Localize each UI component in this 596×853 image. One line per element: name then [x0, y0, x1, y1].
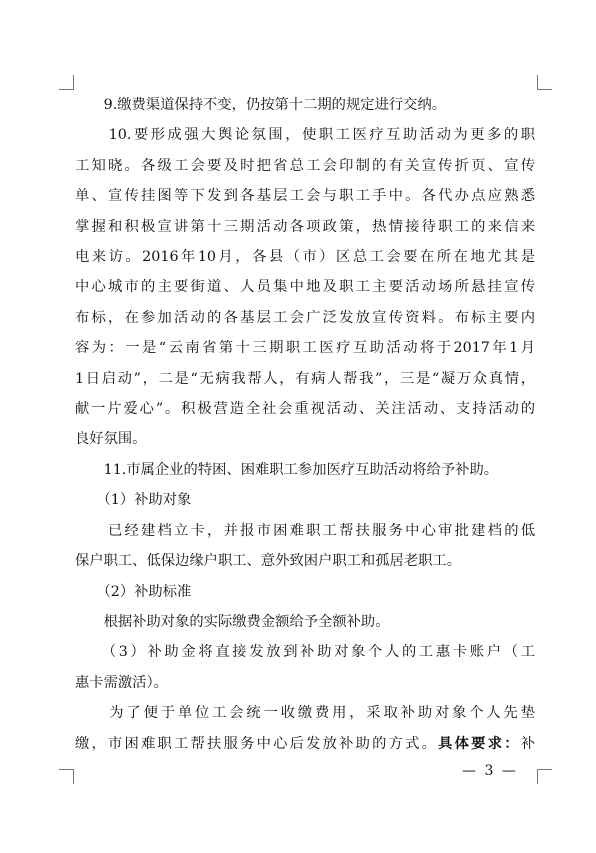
text-line: 惠卡需激活）。 [75, 674, 168, 691]
text-line: 良好氛围。 [75, 431, 147, 448]
text-line: （2）补助标准 [75, 583, 192, 600]
text-line: 容为：一是“云南省第十三期职工医疗互助活动将于2017年1月 [75, 340, 535, 357]
text-line: 根据补助对象的实际缴费金额给予全额补助。 [75, 613, 390, 630]
text-line: （3）补助金将直接发放到补助对象个人的工惠卡账户（工 [75, 644, 535, 661]
page-number: — 3 — [462, 763, 518, 779]
text-line: 10.要形成强大舆论氛围，使职工医疗互助活动为更多的职 [75, 127, 535, 144]
text-line: 献一片爱心”。积极营造全社会重视活动、关注活动、支持活动的 [75, 401, 535, 418]
text-line: （1）补助对象 [75, 492, 192, 509]
text-line: 9.缴费渠道保持不变，仍按第十二期的规定进行交纳。 [75, 97, 447, 113]
text-line: 布标，在参加活动的各基层工会广泛发放宣传资料。布标主要内 [75, 309, 535, 326]
text-line: 11.市属企业的特困、困难职工参加医疗互助活动将给予补助。 [75, 461, 499, 478]
text-line-start: 缴，市困难职工帮扶服务中心后发放补助的方式。 [75, 735, 439, 752]
text-line: 1日启动”，二是“无病我帮人，有病人帮我”，三是“凝万众真情， [75, 370, 535, 387]
crop-mark-bottom-right [537, 769, 552, 784]
text-line: 工知晓。各级工会要及时把省总工会印制的有关宣传折页、宣传 [75, 157, 535, 174]
crop-mark-top-right [537, 75, 552, 90]
crop-mark-bottom-left [59, 769, 74, 784]
document-body [75, 90, 535, 759]
text-line: 单、宣传挂图等下发到各基层工会与职工手中。各代办点应熟悉 [75, 188, 535, 205]
text-line: 掌握和积极宣讲第十三期活动各项政策，热情接待职工的来信来 [75, 218, 535, 235]
text-line: 已经建档立卡，并报市困难职工帮扶服务中心审批建档的低 [75, 522, 535, 539]
text-line: 中心城市的主要街道、人员集中地及职工主要活动场所悬挂宣传 [75, 279, 535, 296]
text-line: 为了便于单位工会统一收缴费用，采取补助对象个人先垫 [75, 705, 535, 722]
bold-heading: 具体要求： [438, 735, 521, 752]
crop-mark-top-left [59, 75, 74, 90]
text-line-tail: 补 [520, 735, 536, 752]
text-line: 电来访。2016年10月，各县（市）区总工会要在所在地尤其是 [75, 249, 535, 266]
text-line: 保户职工、低保边缘户职工、意外致困户职工和孤居老职工。 [75, 553, 462, 570]
text-line-final [75, 729, 535, 759]
